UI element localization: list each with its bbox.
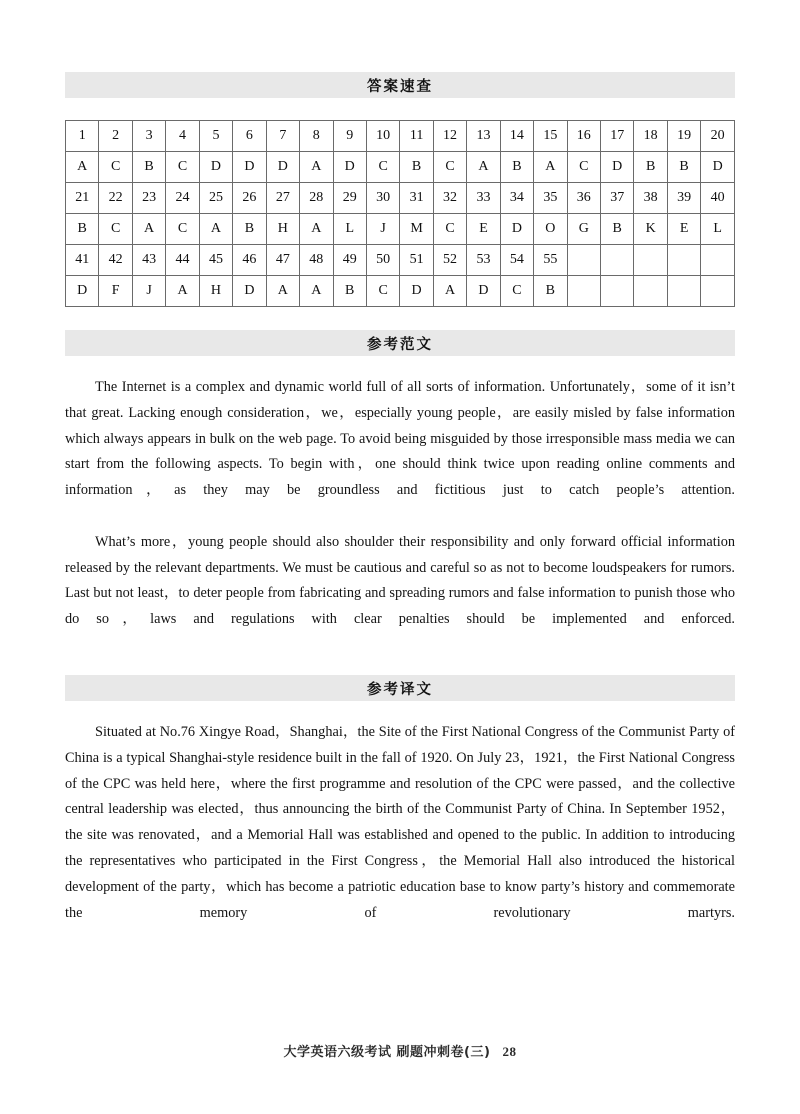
answer-number-cell: 12 — [433, 121, 466, 152]
section-title-translation: 参考译文 — [367, 681, 433, 698]
answer-value-cell: C — [99, 214, 132, 245]
answer-number-cell: 23 — [132, 183, 165, 214]
answer-number-cell: 17 — [601, 121, 634, 152]
answer-number-cell: 22 — [99, 183, 132, 214]
answer-number-cell-empty — [601, 245, 634, 276]
answer-number-cell: 10 — [366, 121, 399, 152]
answer-value-cell: A — [300, 152, 333, 183]
answer-value-cell: C — [366, 152, 399, 183]
answer-number-cell: 27 — [266, 183, 299, 214]
answer-number-cell-empty — [567, 245, 600, 276]
answer-number-cell: 5 — [199, 121, 232, 152]
answer-number-cell: 53 — [467, 245, 500, 276]
translation-body — [65, 720, 735, 952]
answer-value-cell: E — [467, 214, 500, 245]
answer-number-cell: 50 — [366, 245, 399, 276]
answer-value-cell: J — [132, 276, 165, 307]
answer-number-cell: 7 — [266, 121, 299, 152]
answer-value-cell: C — [433, 214, 466, 245]
answer-value-cell: A — [199, 214, 232, 245]
answer-value-cell: O — [534, 214, 567, 245]
answer-number-cell: 55 — [534, 245, 567, 276]
answer-value-cell: H — [266, 214, 299, 245]
section-header-translation — [65, 675, 735, 701]
answer-value-cell: B — [233, 214, 266, 245]
answer-value-cell: A — [132, 214, 165, 245]
answer-value-cell: C — [433, 152, 466, 183]
answer-value-cell: A — [467, 152, 500, 183]
answer-value-cell: G — [567, 214, 600, 245]
answer-value-cell: H — [199, 276, 232, 307]
answer-value-cell-empty — [601, 276, 634, 307]
footer-title: 大学英语六级考试 刷题冲刺卷(三) — [283, 1045, 491, 1060]
table-row-numbers-2 — [66, 183, 735, 214]
answer-value-cell: B — [400, 152, 433, 183]
answer-number-cell: 39 — [667, 183, 700, 214]
answer-number-cell: 29 — [333, 183, 366, 214]
answer-value-cell: A — [266, 276, 299, 307]
essay-paragraph: What’s more，young people should also shoulder their responsibility and only forward official information released by the relevant departments. We must be cautious and careful so as not to become loudspeakers for rumors. Last but not least，to deter people from fabricating and spreading rumors and false information to punish those who do so，laws and regulations with clear penalties should be implemented and enforced. — [65, 533, 735, 628]
answer-number-cell: 19 — [667, 121, 700, 152]
answer-number-cell: 35 — [534, 183, 567, 214]
essay-body — [65, 375, 735, 659]
answer-value-cell: D — [400, 276, 433, 307]
answer-value-cell: D — [233, 276, 266, 307]
answer-number-cell: 47 — [266, 245, 299, 276]
answer-value-cell: C — [99, 152, 132, 183]
answer-value-cell: D — [601, 152, 634, 183]
table-row-numbers-1 — [66, 121, 735, 152]
section-header-answers — [65, 72, 735, 98]
answer-value-cell: L — [333, 214, 366, 245]
answer-number-cell: 51 — [400, 245, 433, 276]
answer-value-cell: A — [300, 276, 333, 307]
answer-number-cell: 30 — [366, 183, 399, 214]
table-row-answers-2 — [66, 214, 735, 245]
answer-value-cell-empty — [634, 276, 667, 307]
answer-value-cell: B — [667, 152, 700, 183]
answer-number-cell: 16 — [567, 121, 600, 152]
section-header-essay — [65, 330, 735, 356]
answer-number-cell: 21 — [66, 183, 99, 214]
answer-value-cell: M — [400, 214, 433, 245]
answer-value-cell: A — [166, 276, 199, 307]
answer-value-cell: D — [199, 152, 232, 183]
answer-value-cell: B — [601, 214, 634, 245]
answer-value-cell: D — [66, 276, 99, 307]
answer-value-cell: C — [567, 152, 600, 183]
answer-number-cell: 43 — [132, 245, 165, 276]
answer-value-cell: D — [266, 152, 299, 183]
answer-value-cell-empty — [667, 276, 700, 307]
answer-value-cell: A — [300, 214, 333, 245]
footer-page-number: 28 — [502, 1044, 517, 1059]
answer-value-cell: E — [667, 214, 700, 245]
answer-number-cell: 49 — [333, 245, 366, 276]
answer-number-cell: 28 — [300, 183, 333, 214]
answer-value-cell: J — [366, 214, 399, 245]
answer-value-cell: D — [701, 152, 735, 183]
section-title-answers: 答案速查 — [367, 78, 433, 95]
answer-number-cell: 8 — [300, 121, 333, 152]
answer-number-cell: 26 — [233, 183, 266, 214]
answer-number-cell: 4 — [166, 121, 199, 152]
answer-number-cell: 44 — [166, 245, 199, 276]
answer-value-cell-empty — [701, 276, 735, 307]
section-title-essay: 参考范文 — [367, 336, 433, 353]
translation-paragraph: Situated at No.76 Xingye Road，Shanghai，the Site of the First National Congress of the Communist Party of China is a typical Shanghai-style residence built in the fall of 1920. On July 23，1921，the First National Congress of the CPC was held here，where the first programme and resolution of the CPC were passed，and the collective central leadership was elected，thus announcing the birth of the Communist Party of China. In September 1952，the site was renovated，and a Memorial Hall was established and opened to the public. In addition to introducing the representatives who participated in the First Congress，the Memorial Hall also introduced the historical development of the party，which has become a patriotic education base to know party’s history and commemorate the memory of revolutionary martyrs. — [65, 724, 735, 921]
answer-value-cell: F — [99, 276, 132, 307]
answer-number-cell: 37 — [601, 183, 634, 214]
answer-number-cell: 34 — [500, 183, 533, 214]
answer-number-cell: 3 — [132, 121, 165, 152]
answer-value-cell: K — [634, 214, 667, 245]
answer-number-cell: 6 — [233, 121, 266, 152]
answer-number-cell-empty — [701, 245, 735, 276]
answer-number-cell: 11 — [400, 121, 433, 152]
answer-table-body — [66, 121, 735, 307]
answer-number-cell: 38 — [634, 183, 667, 214]
page-footer — [0, 1041, 800, 1060]
answer-number-cell: 36 — [567, 183, 600, 214]
answer-value-cell: D — [500, 214, 533, 245]
answer-value-cell: B — [534, 276, 567, 307]
answer-number-cell: 41 — [66, 245, 99, 276]
answer-value-cell: A — [433, 276, 466, 307]
answer-value-cell: D — [233, 152, 266, 183]
answer-number-cell-empty — [667, 245, 700, 276]
answer-number-cell: 33 — [467, 183, 500, 214]
answer-number-cell: 52 — [433, 245, 466, 276]
answer-value-cell: C — [500, 276, 533, 307]
answer-number-cell: 31 — [400, 183, 433, 214]
essay-paragraph: The Internet is a complex and dynamic world full of all sorts of information. Unfortunately，some of it isn’t that great. Lacking enough consideration，we，especially young people，are easily misled by false information which always appears in bulk on the web page. To avoid being misguided by those irresponsible mass media we can start from the following aspects. To begin with，one should think twice upon reading online comments and information，as they may be groundless and fictitious just to catch people’s attention. — [65, 379, 735, 499]
answer-number-cell: 2 — [99, 121, 132, 152]
answer-value-cell: D — [467, 276, 500, 307]
answer-value-cell: C — [366, 276, 399, 307]
answer-number-cell: 45 — [199, 245, 232, 276]
answer-number-cell: 54 — [500, 245, 533, 276]
answer-value-cell: L — [701, 214, 735, 245]
answer-number-cell: 13 — [467, 121, 500, 152]
answer-number-cell: 15 — [534, 121, 567, 152]
answer-key-table — [65, 120, 735, 307]
answer-value-cell: A — [534, 152, 567, 183]
answer-number-cell: 9 — [333, 121, 366, 152]
answer-value-cell: D — [333, 152, 366, 183]
answer-value-cell-empty — [567, 276, 600, 307]
answer-value-cell: B — [333, 276, 366, 307]
answer-number-cell: 14 — [500, 121, 533, 152]
answer-value-cell: C — [166, 214, 199, 245]
answer-number-cell: 46 — [233, 245, 266, 276]
answer-number-cell: 1 — [66, 121, 99, 152]
answer-number-cell: 25 — [199, 183, 232, 214]
answer-value-cell: B — [500, 152, 533, 183]
answer-number-cell: 42 — [99, 245, 132, 276]
answer-number-cell: 24 — [166, 183, 199, 214]
answer-number-cell: 32 — [433, 183, 466, 214]
answer-number-cell: 18 — [634, 121, 667, 152]
table-row-answers-3 — [66, 276, 735, 307]
answer-number-cell-empty — [634, 245, 667, 276]
answer-number-cell: 20 — [701, 121, 735, 152]
answer-value-cell: A — [66, 152, 99, 183]
answer-value-cell: B — [66, 214, 99, 245]
answer-value-cell: B — [132, 152, 165, 183]
table-row-answers-1 — [66, 152, 735, 183]
answer-number-cell: 48 — [300, 245, 333, 276]
answer-number-cell: 40 — [701, 183, 735, 214]
answer-value-cell: B — [634, 152, 667, 183]
answer-value-cell: C — [166, 152, 199, 183]
table-row-numbers-3 — [66, 245, 735, 276]
